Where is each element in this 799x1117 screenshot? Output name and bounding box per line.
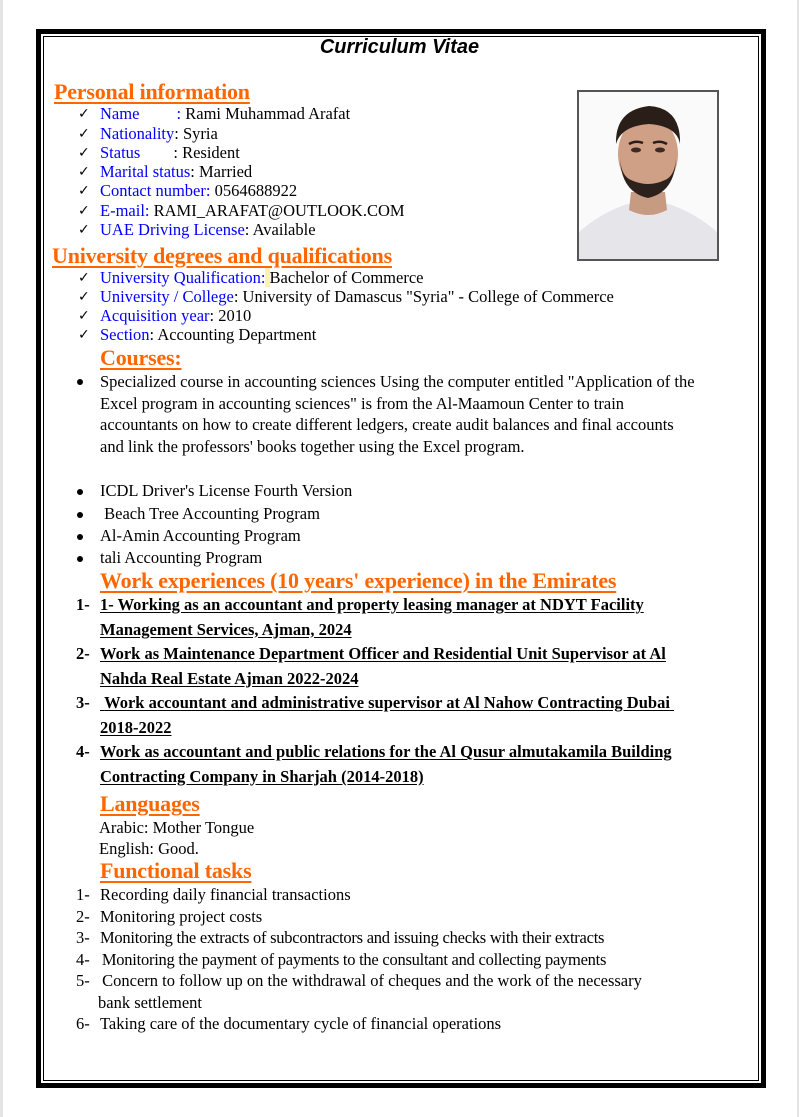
course-item: Al-Amin Accounting Program: [100, 526, 301, 545]
label-separator: :: [139, 104, 186, 123]
label-driving-license: UAE Driving License: [100, 220, 245, 239]
list-number: 1-: [76, 595, 90, 614]
checkmark-icon: ✓: [78, 106, 90, 122]
list-number: 2-: [76, 907, 90, 926]
heading-functional-tasks: Functional tasks: [100, 858, 252, 883]
label-separator: :: [149, 325, 158, 344]
list-number: 4-: [76, 950, 90, 969]
work-item: Work accountant and administrative supervisor at Al Nahow Contracting Dubai 2018-2022: [100, 693, 675, 737]
language-item-arabic: Arabic: Mother Tongue: [99, 818, 255, 837]
value-university-college: University of Damascus "Syria" - College of Commerce: [242, 287, 614, 306]
task-item: Monitoring the extracts of subcontractors and issuing checks with their extracts: [100, 928, 605, 947]
heading-courses: Courses:: [100, 345, 182, 370]
label-separator: :: [190, 162, 199, 181]
task-item: Monitoring project costs: [100, 907, 263, 926]
course-item: Specialized course in accounting sciences Using the computer entitled "Application of the Excel program in accounting sciences" is from the Al-Maamoun Center to train accountants on how to create different ledgers, create audit balances and final accounts and link the professors' books together using the Excel program.: [100, 372, 695, 456]
checkmark-icon: ✓: [78, 145, 90, 161]
label-university-qualification: University Qualification:: [100, 268, 266, 287]
task-item: Concern to follow up on the withdrawal of cheques and the work of the necessary bank settlement: [98, 971, 647, 1012]
task-item: Taking care of the documentary cycle of financial operations: [100, 1014, 502, 1033]
value-section: Accounting Department: [157, 325, 317, 344]
checkmark-icon: ✓: [78, 183, 90, 199]
checkmark-icon: ✓: [78, 125, 90, 142]
label-separator: :: [140, 143, 183, 162]
heading-personal-information: Personal information: [54, 79, 250, 104]
bullet-icon: [77, 556, 83, 562]
value-status: Resident: [182, 143, 240, 162]
checkmark-icon: ✓: [78, 270, 90, 286]
course-item: ICDL Driver's License Fourth Version: [100, 481, 353, 500]
value-marital-status: Married: [199, 162, 253, 181]
value-acquisition-year: 2010: [218, 306, 252, 325]
work-item: 1- Working as an accountant and property leasing manager at NDYT Facility Management Services, Ajman, 2024: [100, 595, 644, 639]
checkmark-icon: ✓: [78, 203, 90, 219]
label-contact-number: Contact number:: [100, 181, 211, 200]
label-email: E-mail:: [100, 201, 150, 220]
value-driving-license: Available: [252, 220, 316, 239]
checkmark-icon: ✓: [78, 327, 90, 343]
task-item: Monitoring the payment of payments to the consultant and collecting payments: [98, 950, 607, 969]
label-nationality: Nationality: [100, 123, 175, 143]
value-nationality: Syria: [182, 123, 218, 143]
label-status: Status: [100, 143, 141, 162]
bullet-icon: [77, 489, 83, 495]
language-item-english: English: Good.: [99, 839, 199, 858]
list-number: 1-: [76, 885, 90, 904]
label-section: Section: [100, 325, 150, 344]
task-item: Recording daily financial transactions: [100, 885, 351, 904]
heading-university-degrees: University degrees and qualifications: [52, 243, 392, 268]
bullet-icon: [77, 534, 83, 540]
bullet-icon: [77, 379, 83, 385]
checkmark-icon: ✓: [78, 164, 90, 180]
label-separator: :: [209, 306, 219, 325]
heading-work-experiences: Work experiences (10 years' experience) in the Emirates: [100, 568, 617, 593]
value-email: RAMI_ARAFAT@OUTLOOK.COM: [153, 201, 405, 220]
label-university-college: University / College: [100, 287, 234, 306]
label-acquisition-year: Acquisition year: [100, 306, 210, 325]
list-number: 6-: [76, 1014, 90, 1033]
bullet-icon: [77, 512, 83, 518]
checkmark-icon: ✓: [78, 289, 90, 305]
list-number: 3-: [76, 928, 90, 947]
value-contact-number: 0564688922: [214, 181, 298, 200]
value-name: Rami Muhammad Arafat: [185, 104, 351, 123]
checkmark-icon: ✓: [78, 308, 90, 324]
document-title: Curriculum Vitae: [319, 36, 480, 58]
label-name: Name: [100, 104, 140, 123]
label-separator: :: [233, 287, 243, 306]
checkmark-icon: ✓: [78, 222, 90, 238]
list-number: 3-: [76, 693, 90, 712]
work-item: Work as accountant and public relations for the Al Qusur almutakamila Building Contracting Company in Sharjah (2014-2018): [100, 742, 672, 786]
person-portrait-icon: [579, 92, 717, 259]
work-item: Work as Maintenance Department Officer and Residential Unit Supervisor at Al Nahda Real Estate Ajman 2022-2024: [100, 644, 666, 688]
value-university-qualification: Bachelor of Commerce: [269, 268, 424, 287]
course-item: Beach Tree Accounting Program: [100, 504, 320, 523]
label-marital-status: Marital status: [100, 162, 191, 181]
label-separator: :: [244, 220, 253, 239]
page-edge-left: [0, 0, 3, 1117]
heading-languages: Languages: [100, 791, 200, 816]
list-number: 4-: [76, 742, 90, 761]
profile-photo: [577, 90, 719, 261]
list-number: 2-: [76, 644, 90, 663]
label-separator: :: [174, 123, 183, 143]
list-number: 5-: [76, 971, 90, 990]
course-item: tali Accounting Program: [100, 548, 263, 567]
